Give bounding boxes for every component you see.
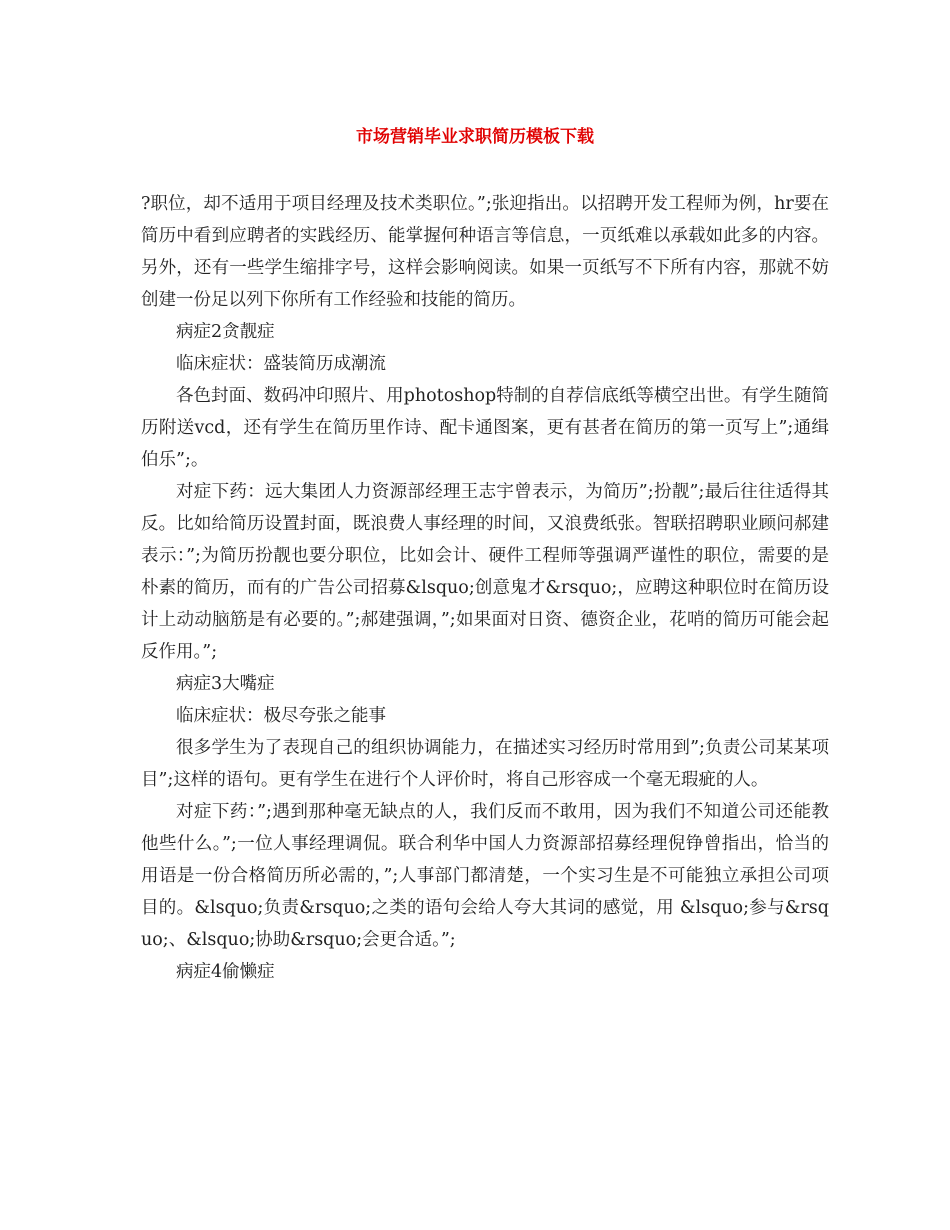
document-title: 市场营销毕业求职简历模板下载 (356, 127, 594, 147)
paragraph-continuation: ?职位，却不适用于项目经理及技术类职位。”;张迎指出。以招聘开发工程师为例，hr要在简历中看到应聘者的实践经历、能掌握何种语言等信息，一页纸难以承载如此多的内容。另外，还有一些学生缩排字号，这样会影响阅读。如果一页纸写不下所有内容，那就不妨创建一份足以列下你所有工作经验和技能的简历。 (141, 194, 829, 310)
clinical-symptom-2: 临床症状：盛装简历成潮流 (176, 354, 386, 374)
document-body (141, 188, 829, 988)
paragraph-symptom-3-description: 很多学生为了表现自己的组织协调能力，在描述实习经历时常用到”;负责公司某某项目”;这样的语句。更有学生在进行个人评价时，将自己形容成一个毫无瑕疵的人。 (141, 738, 829, 790)
paragraph-symptom-2-description: 各色封面、数码冲印照片、用photoshop特制的自荐信底纸等横空出世。有学生随简历附送vcd，还有学生在简历里作诗、配卡通图案，更有甚者在简历的第一页写上”;通缉伯乐”;。 (141, 386, 829, 470)
section-heading-symptom-3: 病症3大嘴症 (176, 674, 275, 694)
section-heading-symptom-2: 病症2贪靓症 (176, 322, 275, 342)
paragraph-symptom-3-remedy: 对症下药：”;遇到那种毫无缺点的人，我们反而不敢用，因为我们不知道公司还能教他些什么。”;一位人事经理调侃。联合利华中国人力资源部招募经理倪铮曾指出，恰当的用语是一份合格简历所必需的，”;人事部门都清楚，一个实习生是不可能独立承担公司项目的。&lsquo;负责&rsquo;之类的语句会给人夸大其词的感觉，用 &lsquo;参与&rsquo;、&lsquo;协助&rsquo;会更合适。”; (141, 802, 829, 950)
section-heading-symptom-4: 病症4偷懒症 (176, 962, 275, 982)
paragraph-symptom-2-remedy: 对症下药：远大集团人力资源部经理王志宇曾表示，为简历”;扮靓”;最后往往适得其反。比如给简历设置封面，既浪费人事经理的时间，又浪费纸张。智联招聘职业顾问郝建表示：”;为简历扮靓也要分职位，比如会计、硬件工程师等强调严谨性的职位，需要的是朴素的简历，而有的广告公司招募&lsquo;创意鬼才&rsquo;，应聘这种职位时在简历设计上动动脑筋是有必要的。”;郝建强调，”;如果面对日资、德资企业，花哨的简历可能会起反作用。”; (141, 482, 829, 662)
clinical-symptom-3: 临床症状：极尽夸张之能事 (176, 706, 386, 726)
